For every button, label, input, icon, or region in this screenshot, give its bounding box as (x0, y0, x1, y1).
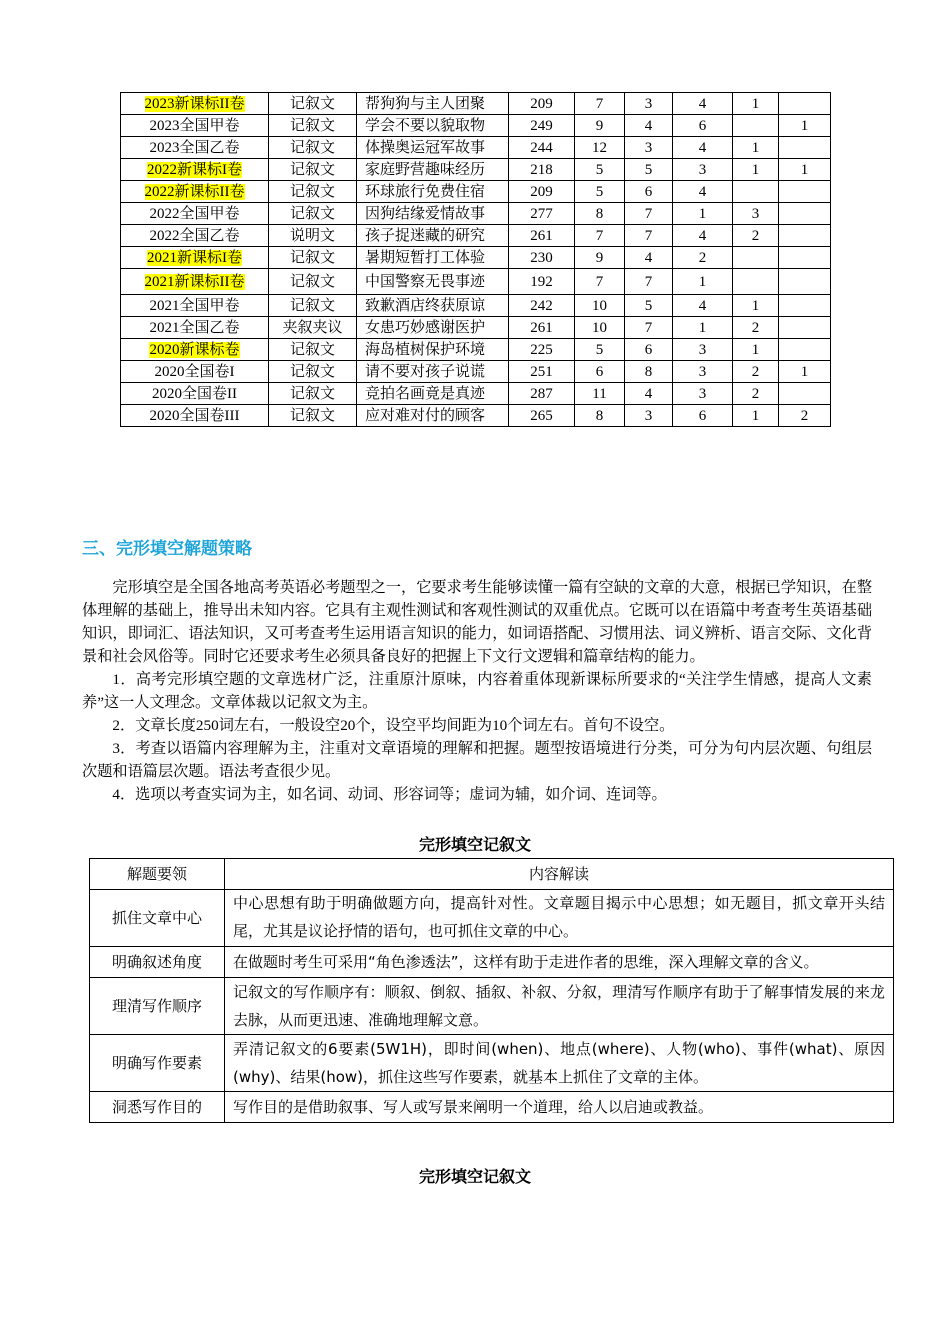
title-cell: 体操奥运冠军故事 (357, 137, 509, 159)
exam-name-cell: 2020全国卷II (121, 383, 269, 405)
word-count-cell: 261 (509, 225, 575, 247)
exam-row (121, 405, 831, 427)
title-cell: 致歉酒店终获原谅 (357, 295, 509, 317)
genre-cell: 记叙文 (269, 269, 357, 295)
count-cell-c: 4 (673, 225, 733, 247)
count-cell-d: 1 (733, 159, 779, 181)
word-count-cell: 209 (509, 93, 575, 115)
exam-name-cell (121, 339, 269, 361)
title-cell: 女患巧妙感谢医护 (357, 317, 509, 339)
tip-value: 写作目的是借助叙事、写人或写景来阐明一个道理，给人以启迪或教益。 (225, 1092, 894, 1123)
section-heading: 三、完形填空解题策略 (82, 539, 252, 559)
title-cell: 环球旅行免费住宿 (357, 181, 509, 203)
count-cell-e (779, 383, 831, 405)
highlighted-exam-name: 2020新课标卷 (149, 341, 240, 358)
count-cell-b: 6 (625, 181, 673, 203)
count-cell-a: 10 (575, 295, 625, 317)
exam-name-cell: 2023全国甲卷 (121, 115, 269, 137)
count-cell-e (779, 317, 831, 339)
word-count-cell: 192 (509, 269, 575, 295)
exam-name-cell: 2021全国乙卷 (121, 317, 269, 339)
count-cell-b: 8 (625, 361, 673, 383)
count-cell-a: 8 (575, 405, 625, 427)
second-caption: 完形填空记叙文 (418, 1167, 531, 1186)
tips-row (90, 947, 894, 978)
genre-cell: 记叙文 (269, 137, 357, 159)
exam-name-cell: 2020全国卷I (121, 361, 269, 383)
genre-cell: 记叙文 (269, 93, 357, 115)
count-cell-a: 12 (575, 137, 625, 159)
count-cell-d: 2 (733, 225, 779, 247)
exam-row (121, 295, 831, 317)
exam-statistics-table (120, 92, 831, 427)
word-count-cell: 249 (509, 115, 575, 137)
count-cell-b: 5 (625, 295, 673, 317)
count-cell-c: 1 (673, 269, 733, 295)
word-count-cell: 265 (509, 405, 575, 427)
count-cell-b: 5 (625, 159, 673, 181)
count-cell-e (779, 203, 831, 225)
count-cell-b: 4 (625, 383, 673, 405)
count-cell-c: 2 (673, 247, 733, 269)
exam-row (121, 247, 831, 269)
word-count-cell: 261 (509, 317, 575, 339)
exam-row (121, 269, 831, 295)
count-cell-b: 6 (625, 339, 673, 361)
count-cell-c: 3 (673, 383, 733, 405)
count-cell-e (779, 339, 831, 361)
count-cell-e (779, 295, 831, 317)
count-cell-e (779, 93, 831, 115)
count-cell-a: 9 (575, 247, 625, 269)
intro-paragraph: 完形填空是全国各地高考英语必考题型之一，它要求考生能够读懂一篇有空缺的文章的大意，根据已学知识，在整体理解的基础上，推导出未知内容。它具有主观性测试和客观性测试的双重优点。它既可以在语篇中考查考生英语基础知识，即词汇、语法知识，又可考查考生运用语言知识的能力，如词语搭配、习惯用法、词义辨析、语言交际、文化背景和社会风俗等。同时它还要求考生必须具备良好的把握上下文行文逻辑和篇章结构的能力。 (82, 579, 872, 665)
tip-value: 记叙文的写作顺序有：顺叙、倒叙、插叙、补叙、分叙，理清写作顺序有助于了解事情发展的来龙去脉，从而更迅速、准确地理解文意。 (225, 978, 894, 1035)
exam-row (121, 203, 831, 225)
genre-cell: 记叙文 (269, 115, 357, 137)
title-cell: 暑期短暂打工体验 (357, 247, 509, 269)
point-1-paragraph: 1．高考完形填空题的文章选材广泛，注重原汁原味，内容着重体现新课标所要求的“关注学生情感，提高人文素养”这一人文理念。文章体裁以记叙文为主。 (82, 671, 872, 711)
count-cell-e (779, 225, 831, 247)
count-cell-e (779, 269, 831, 295)
exam-name-cell (121, 159, 269, 181)
count-cell-e (779, 137, 831, 159)
count-cell-c: 6 (673, 405, 733, 427)
count-cell-e: 2 (779, 405, 831, 427)
count-cell-d: 2 (733, 361, 779, 383)
exam-row (121, 137, 831, 159)
genre-cell: 记叙文 (269, 247, 357, 269)
count-cell-a: 7 (575, 225, 625, 247)
exam-row (121, 383, 831, 405)
word-count-cell: 277 (509, 203, 575, 225)
exam-name-cell: 2023全国乙卷 (121, 137, 269, 159)
tips-table (89, 858, 894, 1123)
title-cell: 竞拍名画竟是真迹 (357, 383, 509, 405)
count-cell-c: 3 (673, 159, 733, 181)
count-cell-a: 11 (575, 383, 625, 405)
tips-row (90, 890, 894, 947)
count-cell-b: 7 (625, 269, 673, 295)
tip-value: 中心思想有助于明确做题方向，提高针对性。文章题目揭示中心思想；如无题目，抓文章开头结尾，尤其是议论抒情的语句，也可抓住文章的中心。 (225, 890, 894, 947)
genre-cell: 记叙文 (269, 405, 357, 427)
tip-value: 弄清记叙文的6要素(5W1H)，即时间(when)、地点(where)、人物(who)、事件(what)、原因(why)、结果(how)，抓住这些写作要素，就基本上抓住了文章的主体。 (225, 1035, 894, 1092)
exam-row (121, 225, 831, 247)
count-cell-b: 7 (625, 203, 673, 225)
word-count-cell: 287 (509, 383, 575, 405)
count-cell-e: 1 (779, 159, 831, 181)
count-cell-d: 1 (733, 339, 779, 361)
title-cell: 请不要对孩子说谎 (357, 361, 509, 383)
count-cell-c: 4 (673, 181, 733, 203)
count-cell-c: 1 (673, 203, 733, 225)
exam-row (121, 159, 831, 181)
tip-key: 明确叙述角度 (90, 947, 225, 978)
count-cell-d: 2 (733, 383, 779, 405)
count-cell-c: 3 (673, 339, 733, 361)
count-cell-d: 1 (733, 137, 779, 159)
exam-table-body (121, 93, 831, 427)
count-cell-b: 3 (625, 405, 673, 427)
title-cell: 中国警察无畏事迹 (357, 269, 509, 295)
exam-row (121, 93, 831, 115)
exam-name-cell (121, 93, 269, 115)
word-count-cell: 244 (509, 137, 575, 159)
genre-cell: 记叙文 (269, 361, 357, 383)
exam-name-cell: 2021全国甲卷 (121, 295, 269, 317)
title-cell: 因狗结缘爱情故事 (357, 203, 509, 225)
highlighted-exam-name: 2023新课标II卷 (144, 95, 245, 112)
genre-cell: 记叙文 (269, 159, 357, 181)
highlighted-exam-name: 2021新课标II卷 (144, 273, 245, 290)
exam-name-cell (121, 269, 269, 295)
title-cell: 学会不要以貌取物 (357, 115, 509, 137)
count-cell-b: 3 (625, 93, 673, 115)
word-count-cell: 218 (509, 159, 575, 181)
genre-cell: 记叙文 (269, 295, 357, 317)
title-cell: 应对难对付的顾客 (357, 405, 509, 427)
exam-name-cell: 2020全国卷III (121, 405, 269, 427)
tips-row (90, 1035, 894, 1092)
word-count-cell: 230 (509, 247, 575, 269)
title-cell: 孩子捉迷藏的研究 (357, 225, 509, 247)
count-cell-c: 4 (673, 295, 733, 317)
point-2-paragraph: 2．文章长度250词左右，一般设空20个，设空平均间距为10个词左右。首句不设空。 (112, 717, 675, 734)
header-value: 内容解读 (225, 859, 894, 890)
count-cell-c: 4 (673, 137, 733, 159)
count-cell-c: 1 (673, 317, 733, 339)
exam-row (121, 317, 831, 339)
point-4-paragraph: 4．选项以考查实词为主，如名词、动词、形容词等；虚词为辅，如介词、连词等。 (112, 786, 667, 803)
count-cell-d: 1 (733, 405, 779, 427)
count-cell-a: 6 (575, 361, 625, 383)
count-cell-a: 5 (575, 159, 625, 181)
count-cell-a: 9 (575, 115, 625, 137)
exam-row (121, 339, 831, 361)
count-cell-b: 4 (625, 247, 673, 269)
tip-key: 抓住文章中心 (90, 890, 225, 947)
exam-name-cell (121, 181, 269, 203)
exam-name-cell: 2022全国甲卷 (121, 203, 269, 225)
count-cell-c: 4 (673, 93, 733, 115)
count-cell-a: 8 (575, 203, 625, 225)
tips-row (90, 978, 894, 1035)
word-count-cell: 225 (509, 339, 575, 361)
exam-name-cell: 2022全国乙卷 (121, 225, 269, 247)
count-cell-d: 2 (733, 317, 779, 339)
count-cell-c: 6 (673, 115, 733, 137)
highlighted-exam-name: 2021新课标I卷 (147, 249, 242, 266)
point-3-paragraph: 3．考查以语篇内容理解为主，注重对文章语境的理解和把握。题型按语境进行分类，可分为句内层次题、句组层次题和语篇层次题。语法考查很少见。 (82, 740, 872, 780)
tips-table-caption: 完形填空记叙文 (418, 835, 531, 854)
count-cell-d (733, 115, 779, 137)
count-cell-d (733, 181, 779, 203)
count-cell-a: 10 (575, 317, 625, 339)
title-cell: 海岛植树保护环境 (357, 339, 509, 361)
count-cell-e (779, 181, 831, 203)
count-cell-e (779, 247, 831, 269)
count-cell-c: 3 (673, 361, 733, 383)
count-cell-b: 7 (625, 225, 673, 247)
count-cell-a: 5 (575, 339, 625, 361)
strategy-body-text (82, 576, 872, 806)
genre-cell: 记叙文 (269, 339, 357, 361)
exam-row (121, 115, 831, 137)
count-cell-d: 3 (733, 203, 779, 225)
count-cell-d: 1 (733, 295, 779, 317)
count-cell-b: 7 (625, 317, 673, 339)
title-cell: 家庭野营趣味经历 (357, 159, 509, 181)
header-key: 解题要领 (90, 859, 225, 890)
genre-cell: 记叙文 (269, 383, 357, 405)
highlighted-exam-name: 2022新课标I卷 (147, 161, 242, 178)
tip-key: 明确写作要素 (90, 1035, 225, 1092)
tip-value: 在做题时考生可采用“角色渗透法”，这样有助于走进作者的思维，深入理解文章的含义。 (225, 947, 894, 978)
count-cell-b: 4 (625, 115, 673, 137)
tip-key: 理清写作顺序 (90, 978, 225, 1035)
count-cell-d (733, 269, 779, 295)
exam-row (121, 181, 831, 203)
word-count-cell: 242 (509, 295, 575, 317)
title-cell: 帮狗狗与主人团聚 (357, 93, 509, 115)
word-count-cell: 209 (509, 181, 575, 203)
tips-row (90, 1092, 894, 1123)
count-cell-e: 1 (779, 361, 831, 383)
count-cell-a: 7 (575, 93, 625, 115)
count-cell-a: 7 (575, 269, 625, 295)
count-cell-e: 1 (779, 115, 831, 137)
genre-cell: 说明文 (269, 225, 357, 247)
genre-cell: 记叙文 (269, 203, 357, 225)
exam-row (121, 361, 831, 383)
count-cell-b: 3 (625, 137, 673, 159)
exam-name-cell (121, 247, 269, 269)
tip-key: 洞悉写作目的 (90, 1092, 225, 1123)
highlighted-exam-name: 2022新课标II卷 (144, 183, 245, 200)
genre-cell: 记叙文 (269, 181, 357, 203)
count-cell-d: 1 (733, 93, 779, 115)
count-cell-d (733, 247, 779, 269)
word-count-cell: 251 (509, 361, 575, 383)
genre-cell: 夹叙夹议 (269, 317, 357, 339)
count-cell-a: 5 (575, 181, 625, 203)
tips-table-header-row (90, 859, 894, 890)
